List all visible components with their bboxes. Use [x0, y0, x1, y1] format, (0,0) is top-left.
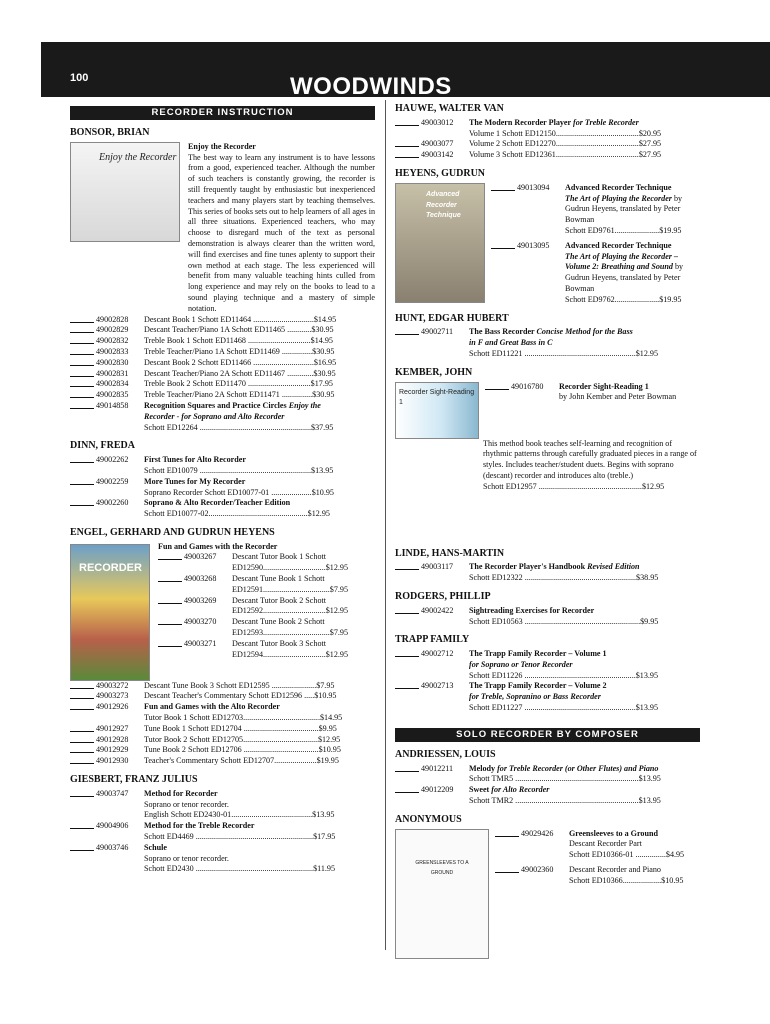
- item-title: Method for Recorder: [144, 788, 218, 798]
- bonsor-item[interactable]: [70, 347, 375, 358]
- greensleeves-cover-image: [395, 829, 489, 959]
- author-kember: KEMBER, JOHN: [395, 366, 473, 378]
- item-text: Descant Tune Book 2 Schott: [232, 617, 325, 627]
- engel-item[interactable]: [158, 639, 375, 661]
- heyens-cover-title: Advanced Recorder Technique: [426, 190, 461, 220]
- engel-item[interactable]: [70, 691, 375, 702]
- sku: 49012927: [96, 723, 129, 733]
- author-engel: ENGEL, GERHARD AND GUDRUN HEYENS: [70, 526, 275, 538]
- order-blank: [158, 596, 182, 604]
- hauwe-item-1[interactable]: 49003012 The Modern Recorder Player for Treble Recorder Volume 1 Schott ED12150.........................................$20.95: [395, 118, 700, 140]
- sku: 49002832: [96, 336, 129, 346]
- item-text: ED12592...............................$12.95: [232, 606, 349, 616]
- item-title: More Tunes for My Recorder: [144, 476, 246, 486]
- kember-item[interactable]: 49016780 Recorder Sight-Reading 1 by John Kember and Peter Bowman: [485, 382, 700, 404]
- order-blank: [70, 390, 94, 398]
- sku: 49004906: [96, 821, 129, 831]
- sku: 49003268: [184, 574, 217, 584]
- dinn-item[interactable]: [70, 455, 375, 477]
- item-text: Treble Book 1 Schott ED11468 ...............................$14.95: [144, 336, 333, 346]
- andriessen-item-1[interactable]: 49012211 Melody for Treble Recorder (or Other Flutes) and Piano Schott TMR5 .............................................................$13.95: [395, 764, 700, 786]
- giesbert-item-list: [70, 789, 375, 875]
- sku: 49003270: [184, 617, 217, 627]
- item-text: ED12591.................................$7.95: [232, 584, 349, 594]
- author-hunt: HUNT, EDGAR HUBERT: [395, 312, 509, 324]
- enjoy-title: Enjoy the Recorder: [188, 141, 256, 151]
- order-blank: [70, 756, 94, 764]
- sku: 49002835: [96, 390, 129, 400]
- dinn-item[interactable]: [70, 477, 375, 499]
- order-blank: [70, 789, 94, 797]
- heyens-cover-image: [395, 183, 485, 303]
- item-text: Schott ED4469 ..........................................................$17.95: [144, 832, 336, 842]
- order-blank: [70, 691, 94, 699]
- sku: 49003747: [96, 788, 129, 798]
- giesbert-item[interactable]: [70, 789, 375, 821]
- item-text: Tune Book 2 Schott ED12706 .....................................$10.95: [144, 745, 341, 755]
- bonsor-item[interactable]: [70, 390, 375, 401]
- item-text: Descant Book 2 Schott ED11466 ..............................$16.95: [144, 357, 337, 367]
- engel-item[interactable]: [70, 681, 375, 692]
- item-text: Descant Tutor Book 3 Schott: [232, 638, 326, 648]
- left-column: [70, 100, 375, 875]
- bonsor-item[interactable]: [70, 315, 375, 326]
- order-blank: [70, 843, 94, 851]
- author-giesbert: GIESBERT, FRANZ JULIUS: [70, 774, 198, 786]
- engel-item-list: [158, 552, 375, 660]
- engel-alto-item[interactable]: 49012926 Fun and Games with the Alto Recorder Tutor Book 1 Schott ED12703......................................$14.95: [70, 702, 375, 724]
- kember-block: [395, 382, 700, 439]
- sku: 49002834: [96, 379, 129, 389]
- anonymous-item-1[interactable]: 49029426 Greensleeves to a Ground Descant Recorder Part Schott ED10366-01 ...............$4.95: [495, 829, 700, 861]
- column-divider: [385, 100, 386, 950]
- item-text: Treble Teacher/Piano 1A Schott ED11469 ...............$30.95: [144, 346, 335, 356]
- item-text: ED12594...............................$12.95: [232, 649, 349, 659]
- enjoy-desc-text: The best way to learn any instrument is to have lessons from a good, experienced teacher. Although the number of such teachers is constantly growing, the recorder is still frequently taught by enthusiastic but inexperienced teachers and many players start by teaching themselves. This series of books sets out to help learners of all ages in all three situations. Experienced teachers, who may choose to disregard much of the text as personal demonstration is always clearer than the written word, will find exercises and fine tunes aplenty to support their own method at each stage. The less experienced will benefit from many valuable teaching hints culled from long experience and may rely on the books to lead to a sound playing technique and a mastery of simple notation.: [188, 152, 376, 313]
- sku: 49002830: [96, 357, 129, 367]
- linde-item[interactable]: 49003117 The Recorder Player's Handbook Revised Edition Schott ED12322 .......................................................$38.95: [395, 562, 700, 584]
- item-text: Schott ED10079 .......................................................$13.95: [144, 465, 334, 475]
- sku: 49003272: [96, 680, 129, 690]
- rodgers-item[interactable]: 49002422 Sightreading Exercises for Recorder Schott ED10563 .........................................................$9.95: [395, 606, 700, 628]
- hunt-item[interactable]: 49002711 The Bass Recorder Concise Method for the Bass in F and Great Bass in C Schott ED11221 .......................................................$12.95: [395, 327, 700, 359]
- order-blank: [70, 821, 94, 829]
- item-text: ED12593.................................$7.95: [232, 628, 349, 638]
- order-blank: [70, 477, 94, 485]
- anonymous-item-2[interactable]: 49002360 Descant Recorder and Piano Schott ED10366...................$10.95: [495, 865, 700, 887]
- item-text: Soprano or tenor recorder.: [144, 853, 229, 863]
- right-column: [395, 100, 700, 959]
- kember-description: This method book teaches self-learning and recognition of rhythmic patterns through carefully graduated pieces in a range of styles. Includes teacher/student duets. Begins with soprano (descant) recorder and introduces alto (treble.): [483, 438, 697, 480]
- bonsor-item[interactable]: [70, 369, 375, 380]
- sku: 49002829: [96, 325, 129, 335]
- item-text: Descant Book 1 Schott ED11464 ..............................$14.95: [144, 314, 337, 324]
- item-text: Teacher's Commentary Schott ED12707.....................$19.95: [144, 756, 339, 766]
- engel-item[interactable]: [158, 596, 375, 618]
- hauwe-item-2[interactable]: 49003077 Volume 2 Schott ED12270.........................................$27.95: [395, 139, 700, 150]
- hauwe-item-3[interactable]: 49003142 Volume 3 Schott ED12361.........................................$27.95: [395, 150, 700, 161]
- anon-cover-title: GREENSLEEVES TO A GROUND: [415, 859, 469, 877]
- item-text: Schott ED2430 ..........................................................$11.95: [144, 864, 336, 874]
- engel-subtitle: Fun and Games with the Recorder: [158, 541, 278, 551]
- order-blank: [70, 369, 94, 377]
- bonsor-item[interactable]: [70, 358, 375, 369]
- order-blank: [70, 724, 94, 732]
- sku: 49002262: [96, 455, 129, 465]
- item-text: Descant Teacher's Commentary Schott ED12596 .....$10.95: [144, 691, 337, 701]
- trapp-item-1[interactable]: 49002712 The Trapp Family Recorder – Volume 1 for Soprano or Tenor Recorder Schott ED11226 .......................................................$13.95: [395, 649, 700, 681]
- sku: 49002828: [96, 314, 129, 324]
- engel-item[interactable]: [70, 756, 375, 767]
- bonsor-block: [70, 142, 375, 315]
- heyens-item-2[interactable]: 49013095 Advanced Recorder Technique The Art of Playing the Recorder – Volume 2: Breathing and Sound by Gudrun Heyens, translated by Peter Bowman Schott ED9762......................$19.95: [491, 241, 700, 306]
- order-blank: [70, 325, 94, 333]
- author-trapp: TRAPP FAMILY: [395, 634, 470, 646]
- item-text: English Schott ED2430-01........................................$13.95: [144, 810, 335, 820]
- dinn-item-list: [70, 455, 375, 520]
- order-blank: [70, 681, 94, 689]
- order-blank: [70, 455, 94, 463]
- kember-cover-image: [395, 382, 479, 439]
- author-anonymous: ANONYMOUS: [395, 813, 462, 825]
- bonsor-item[interactable]: [70, 325, 375, 336]
- item-text: Soprano Recorder Schott ED10077-01 ....................$10.95: [144, 487, 334, 497]
- item-text: Tune Book 1 Schott ED12704 .....................................$9.95: [144, 723, 337, 733]
- engel-item[interactable]: [70, 735, 375, 746]
- engel-item[interactable]: [158, 552, 375, 574]
- order-blank: [70, 315, 94, 323]
- order-blank: [70, 379, 94, 387]
- kember-cover-title: Recorder Sight-Reading 1: [399, 388, 475, 407]
- sku: 49003746: [96, 842, 129, 852]
- bonsor-item[interactable]: [70, 336, 375, 347]
- sku: 49002833: [96, 346, 129, 356]
- fun-cover-title: RECORDER: [79, 561, 142, 574]
- enjoy-cover-title: Enjoy the Recorder: [99, 151, 177, 163]
- engel-item[interactable]: [158, 574, 375, 596]
- engel-item[interactable]: [70, 745, 375, 756]
- order-blank: [158, 639, 182, 647]
- author-rodgers: RODGERS, PHILLIP: [395, 590, 491, 602]
- item-title: Soprano & Alto Recorder/Teacher Edition: [144, 498, 291, 508]
- order-blank: [158, 552, 182, 560]
- item-text: Descant Tutor Book 1 Schott: [232, 552, 326, 562]
- author-hauwe: HAUWE, WALTER VAN: [395, 103, 504, 114]
- engel-item[interactable]: [70, 724, 375, 735]
- dinn-item[interactable]: [70, 498, 375, 520]
- page-number: 100: [70, 72, 89, 84]
- item-text: ED12590...............................$12.95: [232, 563, 349, 573]
- item-title: Method for the Treble Recorder: [144, 821, 255, 831]
- sku: 49012930: [96, 756, 129, 766]
- order-blank: [70, 358, 94, 366]
- order-blank: [70, 336, 94, 344]
- recog-item[interactable]: 49014858 Recognition Squares and Practice Circles Enjoy the Recorder - for Soprano and Alto Recorder Schott ED12264 .......................................................$37.95: [70, 401, 375, 433]
- giesbert-item[interactable]: [70, 821, 375, 843]
- order-blank: [158, 617, 182, 625]
- sku: 49012928: [96, 734, 129, 744]
- bonsor-item-list: [70, 315, 375, 401]
- item-text: Descant Tune Book 1 Schott: [232, 574, 325, 584]
- engel-item[interactable]: [158, 617, 375, 639]
- fun-and-games-cover-image: [70, 544, 150, 681]
- order-blank: [70, 745, 94, 753]
- trapp-item-2[interactable]: 49002713 The Trapp Family Recorder – Volume 2 for Treble, Sopranino or Bass Recorder Schott ED11227 .......................................................$13.95: [395, 681, 700, 713]
- item-text: Treble Teacher/Piano 2A Schott ED11471 ...............$30.95: [144, 390, 335, 400]
- item-text: Soprano or tenor recorder.: [144, 799, 229, 809]
- order-blank: [70, 498, 94, 506]
- order-blank: [70, 347, 94, 355]
- item-text: Treble Book 2 Schott ED11470 ...............................$17.95: [144, 379, 333, 389]
- engel-item-list-3: [70, 724, 375, 767]
- author-bonsor: BONSOR, BRIAN: [70, 127, 150, 138]
- solo-recorder-bar: SOLO RECORDER BY COMPOSER: [395, 728, 700, 742]
- item-text: Tutor Book 2 Schott ED12705.....................................$12.95: [144, 734, 341, 744]
- item-text: Descant Tune Book 3 Schott ED12595 ......................$7.95: [144, 680, 335, 690]
- sku: 49002259: [96, 476, 129, 486]
- sku: 49003271: [184, 638, 217, 648]
- sku: 49003273: [96, 691, 129, 701]
- item-text: Descant Teacher/Piano 2A Schott ED11467 .............$30.95: [144, 368, 336, 378]
- order-blank: [158, 574, 182, 582]
- sku: 49014858: [96, 400, 129, 410]
- anonymous-block: [395, 829, 700, 959]
- andriessen-item-2[interactable]: 49012209 Sweet for Alto Recorder Schott TMR2 .............................................................$13.95: [395, 785, 700, 807]
- author-andriessen: ANDRIESSEN, LOUIS: [395, 748, 496, 760]
- author-dinn: DINN, FREDA: [70, 440, 135, 452]
- enjoy-cover-image: [70, 142, 180, 242]
- section-title: WOODWINDS: [290, 73, 452, 100]
- item-title: Schule: [144, 842, 167, 852]
- sku: 49003267: [184, 552, 217, 562]
- item-text: Descant Tutor Book 2 Schott: [232, 595, 326, 605]
- sku: 49012929: [96, 745, 129, 755]
- recorder-instruction-bar: RECORDER INSTRUCTION: [70, 106, 375, 120]
- enjoy-description: [188, 142, 375, 315]
- sku: 49002831: [96, 368, 129, 378]
- item-title: First Tunes for Alto Recorder: [144, 455, 246, 465]
- item-text: Schott ED10077-02.................................................$12.95: [144, 509, 330, 519]
- author-heyens: HEYENS, GUDRUN: [395, 167, 486, 179]
- item-text: Descant Teacher/Piano 1A Schott ED11465 ............$30.95: [144, 325, 334, 335]
- heyens-block: [395, 183, 700, 306]
- author-linde: LINDE, HANS-MARTIN: [395, 547, 505, 559]
- engel-item-list-2: [70, 681, 375, 703]
- giesbert-item[interactable]: [70, 843, 375, 875]
- sku: 49002260: [96, 498, 129, 508]
- heyens-item-1[interactable]: 49013094 Advanced Recorder Technique The Art of Playing the Recorder by Gudrun Heyens, translated by Peter Bowman Schott ED9761......................$19.95: [491, 183, 700, 237]
- order-blank: [70, 735, 94, 743]
- bonsor-item[interactable]: [70, 379, 375, 390]
- kember-price: Schott ED12957 ...................................................$12.95: [483, 481, 665, 491]
- engel-block: [70, 542, 375, 681]
- sku: 49003269: [184, 595, 217, 605]
